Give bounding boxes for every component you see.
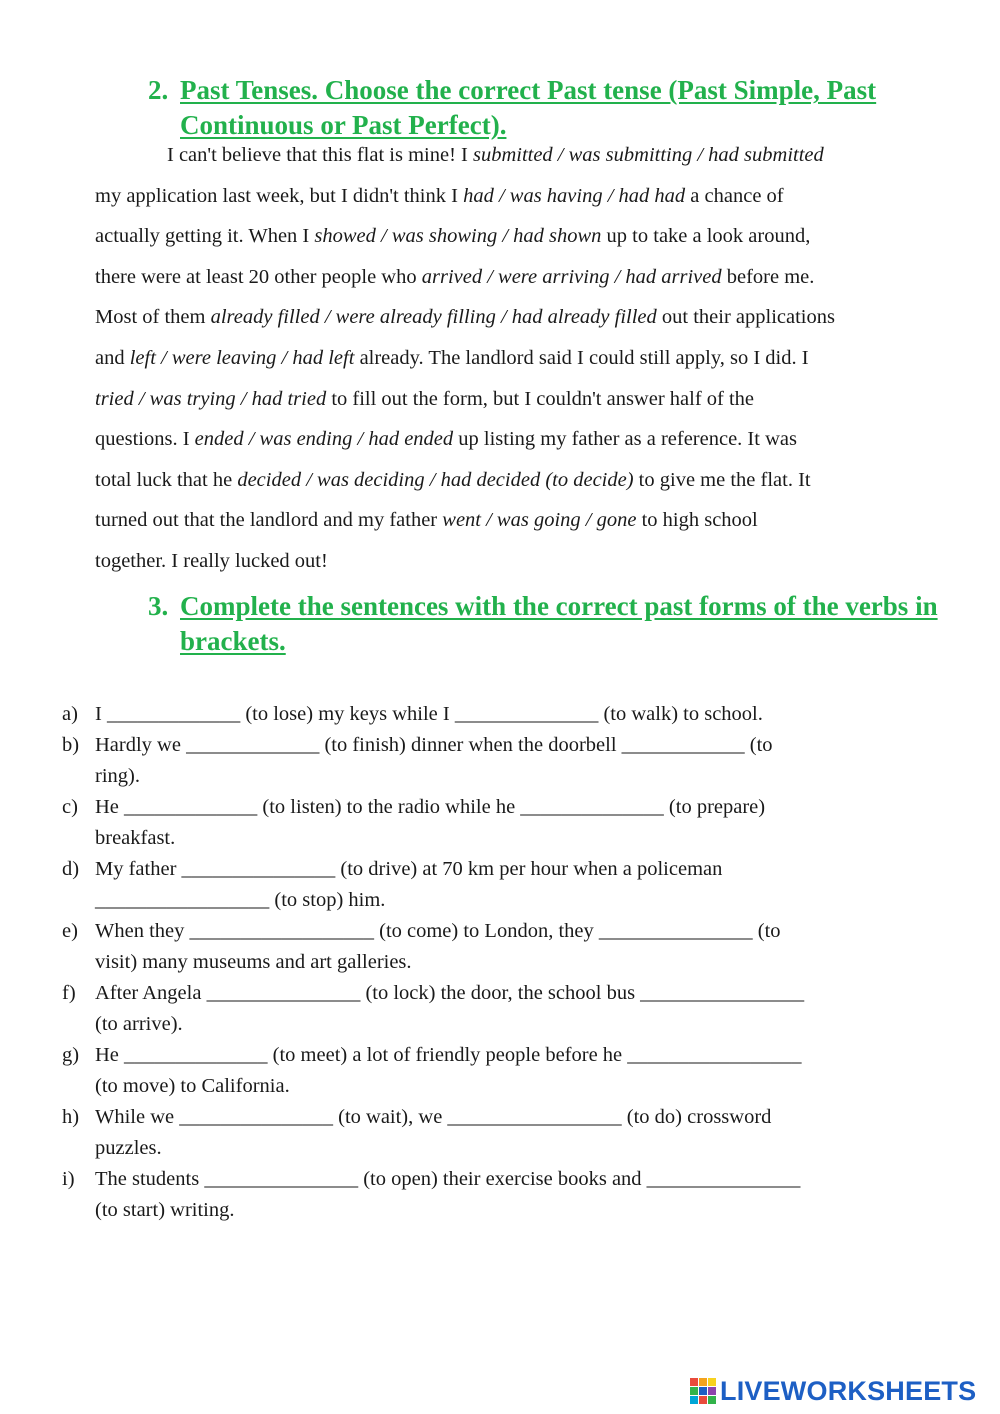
liveworksheets-logo bbox=[690, 1375, 976, 1407]
exercise-sentence: He ______________ (to meet) a lot of friendly people before he _________________ bbox=[95, 1044, 802, 1066]
paragraph-text: to fill out the form, but I couldn't answer half of the bbox=[326, 387, 755, 410]
paragraph-text: there were at least 20 other people who bbox=[95, 265, 422, 288]
paragraph-text: questions. I bbox=[95, 428, 195, 451]
paragraph-text: to high school bbox=[636, 509, 758, 532]
paragraph-line bbox=[95, 216, 955, 257]
paragraph-text: up to take a look around, bbox=[601, 225, 811, 248]
exercise-sentence: After Angela _______________ (to lock) the door, the school bus ________________ bbox=[95, 982, 805, 1004]
paragraph-text: out their applications bbox=[656, 306, 835, 329]
exercise-label: h) bbox=[62, 1106, 80, 1128]
section-2-heading bbox=[148, 73, 948, 143]
exercise-sentence: While we _______________ (to wait), we _________________ (to do) crossword bbox=[95, 1106, 772, 1128]
exercise-label: i) bbox=[62, 1168, 75, 1190]
exercise-sentence-continued: (to start) writing. bbox=[95, 1199, 235, 1221]
paragraph-text: together. I really lucked out! bbox=[95, 549, 328, 572]
verb-options: left / were leaving / had left bbox=[129, 346, 355, 369]
verb-options: had / was having / had had bbox=[463, 184, 686, 207]
exercise-item bbox=[62, 730, 942, 792]
verb-options: tried / was trying / had tried bbox=[95, 387, 327, 410]
exercise-item bbox=[62, 978, 942, 1040]
verb-options: went / was going / gone bbox=[442, 509, 637, 532]
verb-options: showed / was showing / had shown bbox=[314, 225, 602, 248]
exercise-label: d) bbox=[62, 858, 80, 880]
exercise-label: b) bbox=[62, 734, 80, 756]
section-2-number: 2. bbox=[148, 75, 169, 105]
exercise-item bbox=[62, 699, 942, 730]
paragraph-text: I can't believe that this flat is mine! I bbox=[167, 144, 473, 166]
exercise-sentence-continued: breakfast. bbox=[95, 827, 176, 849]
exercise-label: a) bbox=[62, 703, 78, 725]
logo-grid-icon bbox=[690, 1378, 716, 1404]
exercise-sentence-continued: (to arrive). bbox=[95, 1013, 183, 1035]
exercise-item bbox=[62, 1102, 942, 1164]
exercise-item bbox=[62, 916, 942, 978]
exercise-sentence: When they __________________ (to come) to London, they _______________ (to bbox=[95, 920, 781, 942]
paragraph-line bbox=[95, 176, 955, 217]
verb-options: submitted / was submitting / had submitted bbox=[472, 144, 824, 166]
exercise-sentence-continued: _________________ (to stop) him. bbox=[95, 889, 386, 911]
exercise-sentence: Hardly we _____________ (to finish) dinner when the doorbell ____________ (to bbox=[95, 734, 773, 756]
exercise-item bbox=[62, 1040, 942, 1102]
verb-options: decided / was deciding / had decided (to decide) bbox=[237, 468, 634, 491]
paragraph-line bbox=[95, 379, 955, 420]
exercise-label: f) bbox=[62, 982, 76, 1004]
section-2-paragraph bbox=[95, 135, 955, 582]
exercise-item bbox=[62, 854, 942, 916]
paragraph-text: to give me the flat. It bbox=[633, 468, 811, 491]
logo-wordmark: LIVEWORKSHEETS bbox=[720, 1375, 977, 1406]
logo-square bbox=[699, 1378, 707, 1386]
paragraph-text: and bbox=[95, 346, 130, 369]
exercise-label: c) bbox=[62, 796, 78, 818]
verb-options: already filled / were already filling / had already filled bbox=[210, 306, 657, 329]
paragraph-line bbox=[95, 419, 955, 460]
section-3-heading bbox=[148, 589, 948, 659]
section-3-title: Complete the sentences with the correct past forms of the verbs in brackets. bbox=[180, 591, 938, 656]
paragraph-text: a chance of bbox=[685, 184, 784, 207]
paragraph-text: my application last week, but I didn't think I bbox=[95, 184, 464, 207]
paragraph-text: total luck that he bbox=[95, 468, 238, 491]
paragraph-text: before me. bbox=[721, 265, 815, 288]
logo-square bbox=[690, 1396, 698, 1404]
logo-square bbox=[699, 1387, 707, 1395]
paragraph-text: actually getting it. When I bbox=[95, 225, 315, 248]
logo-square bbox=[690, 1378, 698, 1386]
logo-square bbox=[708, 1387, 716, 1395]
exercise-sentence-continued: ring). bbox=[95, 765, 140, 787]
paragraph-text: up listing my father as a reference. It was bbox=[453, 428, 797, 451]
exercise-sentence: He _____________ (to listen) to the radio while he ______________ (to prepare) bbox=[95, 796, 766, 818]
logo-square bbox=[699, 1396, 707, 1404]
paragraph-line bbox=[95, 135, 955, 176]
section-2-title: Past Tenses. Choose the correct Past tense (Past Simple, Past Continuous or Past Perfect). bbox=[180, 75, 877, 140]
paragraph-text: Most of them bbox=[95, 306, 211, 329]
logo-square bbox=[690, 1387, 698, 1395]
exercise-sentence: My father _______________ (to drive) at 70 km per hour when a policeman bbox=[95, 858, 723, 880]
logo-square bbox=[708, 1378, 716, 1386]
exercise-label: e) bbox=[62, 920, 78, 942]
exercise-item bbox=[62, 1164, 942, 1226]
exercise-sentence: The students _______________ (to open) their exercise books and _______________ bbox=[95, 1168, 801, 1190]
paragraph-text: turned out that the landlord and my father bbox=[95, 509, 443, 532]
exercise-item bbox=[62, 792, 942, 854]
exercise-sentence-continued: visit) many museums and art galleries. bbox=[95, 951, 412, 973]
paragraph-line bbox=[95, 500, 955, 541]
paragraph-line bbox=[95, 541, 955, 582]
exercise-sentence: I _____________ (to lose) my keys while I ______________ (to walk) to school. bbox=[95, 703, 763, 725]
paragraph-text: already. The landlord said I could still apply, so I did. I bbox=[354, 346, 809, 369]
paragraph-line bbox=[95, 460, 955, 501]
section-3-number: 3. bbox=[148, 591, 169, 621]
logo-square bbox=[708, 1396, 716, 1404]
exercise-sentence-continued: (to move) to California. bbox=[95, 1075, 290, 1097]
exercise-list bbox=[62, 699, 942, 1226]
exercise-sentence-continued: puzzles. bbox=[95, 1137, 162, 1159]
paragraph-line bbox=[95, 257, 955, 298]
verb-options: arrived / were arriving / had arrived bbox=[421, 265, 722, 288]
verb-options: ended / was ending / had ended bbox=[194, 428, 454, 451]
exercise-label: g) bbox=[62, 1044, 80, 1066]
paragraph-line bbox=[95, 297, 955, 338]
paragraph-line bbox=[95, 338, 955, 379]
